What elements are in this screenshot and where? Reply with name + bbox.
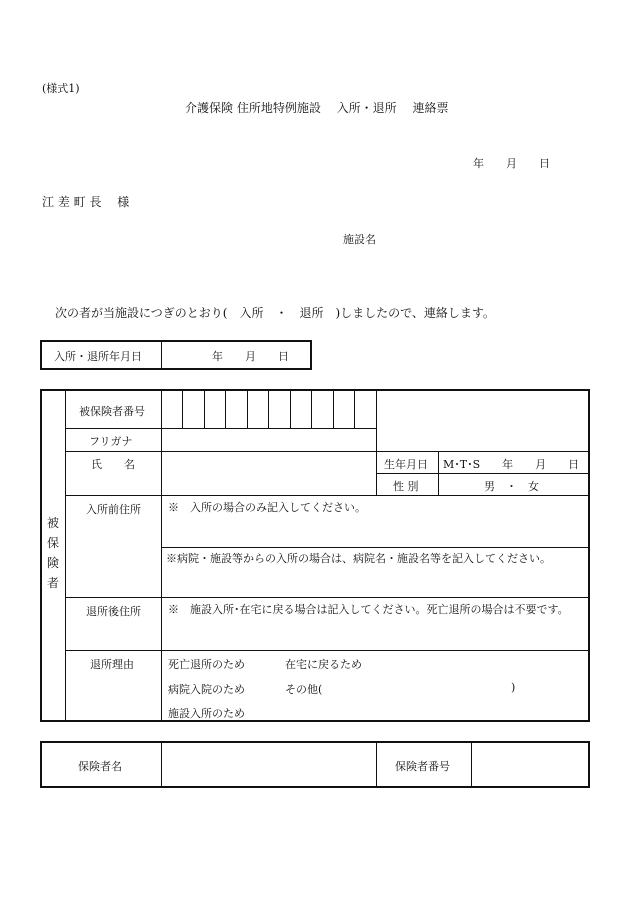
name-field[interactable] bbox=[163, 453, 375, 493]
furigana-label: フリガナ bbox=[89, 435, 133, 448]
insurer-name-field[interactable] bbox=[164, 744, 374, 785]
insurer-number-field[interactable] bbox=[474, 744, 586, 785]
reason-other[interactable]: その他( bbox=[285, 683, 323, 696]
name-label: 氏 名 bbox=[91, 458, 135, 471]
row-divider bbox=[66, 428, 376, 429]
reason-death[interactable]: 死亡退所のため bbox=[168, 658, 245, 671]
insurer-divider bbox=[471, 742, 472, 787]
reason-hospital[interactable]: 病院入院のため bbox=[168, 683, 245, 696]
insurer-divider bbox=[376, 742, 377, 787]
addressee: 江 差 町 長 様 bbox=[42, 195, 130, 209]
prev-address-note-2: ※病院・施設等からの入所の場合は、病院名・施設名等を記入してください。 bbox=[166, 552, 551, 565]
reason-label: 退所理由 bbox=[90, 658, 134, 671]
form-number: (様式1) bbox=[42, 82, 80, 95]
reason-facility[interactable]: 施設入所のため bbox=[168, 707, 245, 720]
move-date-label: 入所・退所年月日 bbox=[54, 350, 142, 363]
sex-value[interactable]: 男 ・ 女 bbox=[484, 480, 539, 493]
post-address-note: ※ 施設入所･在宅に戻る場合は記入してください。死亡退所の場合は不要です。 bbox=[168, 603, 569, 616]
row-divider bbox=[66, 650, 589, 651]
insurer-divider bbox=[161, 742, 162, 787]
reason-home[interactable]: 在宅に戻るため bbox=[285, 658, 362, 671]
birth-value[interactable]: M･T･S 年 月 日 bbox=[443, 458, 580, 471]
label-column-divider bbox=[161, 390, 162, 721]
move-date-divider bbox=[161, 341, 162, 369]
birth-label: 生年月日 bbox=[384, 458, 428, 471]
insured-side-label: 被 保 険 者 bbox=[46, 516, 59, 590]
row-divider bbox=[66, 597, 589, 598]
insurer-number-label: 保険者番号 bbox=[395, 760, 450, 773]
sex-label: 性 別 bbox=[393, 480, 419, 493]
insurer-name-label: 保険者名 bbox=[78, 760, 122, 773]
prev-address-label: 入所前住所 bbox=[86, 503, 141, 516]
post-address-label: 退所後住所 bbox=[86, 605, 141, 618]
facility-name-label: 施設名 bbox=[343, 233, 376, 246]
move-date-value[interactable]: 年 月 日 bbox=[212, 350, 289, 363]
number-area-right-divider bbox=[376, 390, 377, 451]
insured-number-field[interactable] bbox=[165, 392, 373, 426]
row-divider bbox=[66, 495, 589, 496]
date-line: 年 月 日 bbox=[473, 157, 550, 170]
furigana-field[interactable] bbox=[163, 430, 375, 449]
body-text: 次の者が当施設につぎのとおり( 入所 ・ 退所 )しましたので、連絡します。 bbox=[55, 306, 495, 320]
birth-row-divider bbox=[377, 473, 589, 474]
insured-number-label: 被保険者番号 bbox=[79, 405, 145, 418]
prev-address-note-1: ※ 入所の場合のみ記入してください。 bbox=[168, 501, 366, 514]
form-title: 介護保険 住所地特例施設 入所・退所 連絡票 bbox=[185, 101, 449, 115]
side-column-divider bbox=[65, 390, 66, 721]
reason-other-close: ) bbox=[511, 681, 516, 694]
prev-address-divider bbox=[162, 547, 589, 548]
row-divider bbox=[66, 451, 589, 452]
